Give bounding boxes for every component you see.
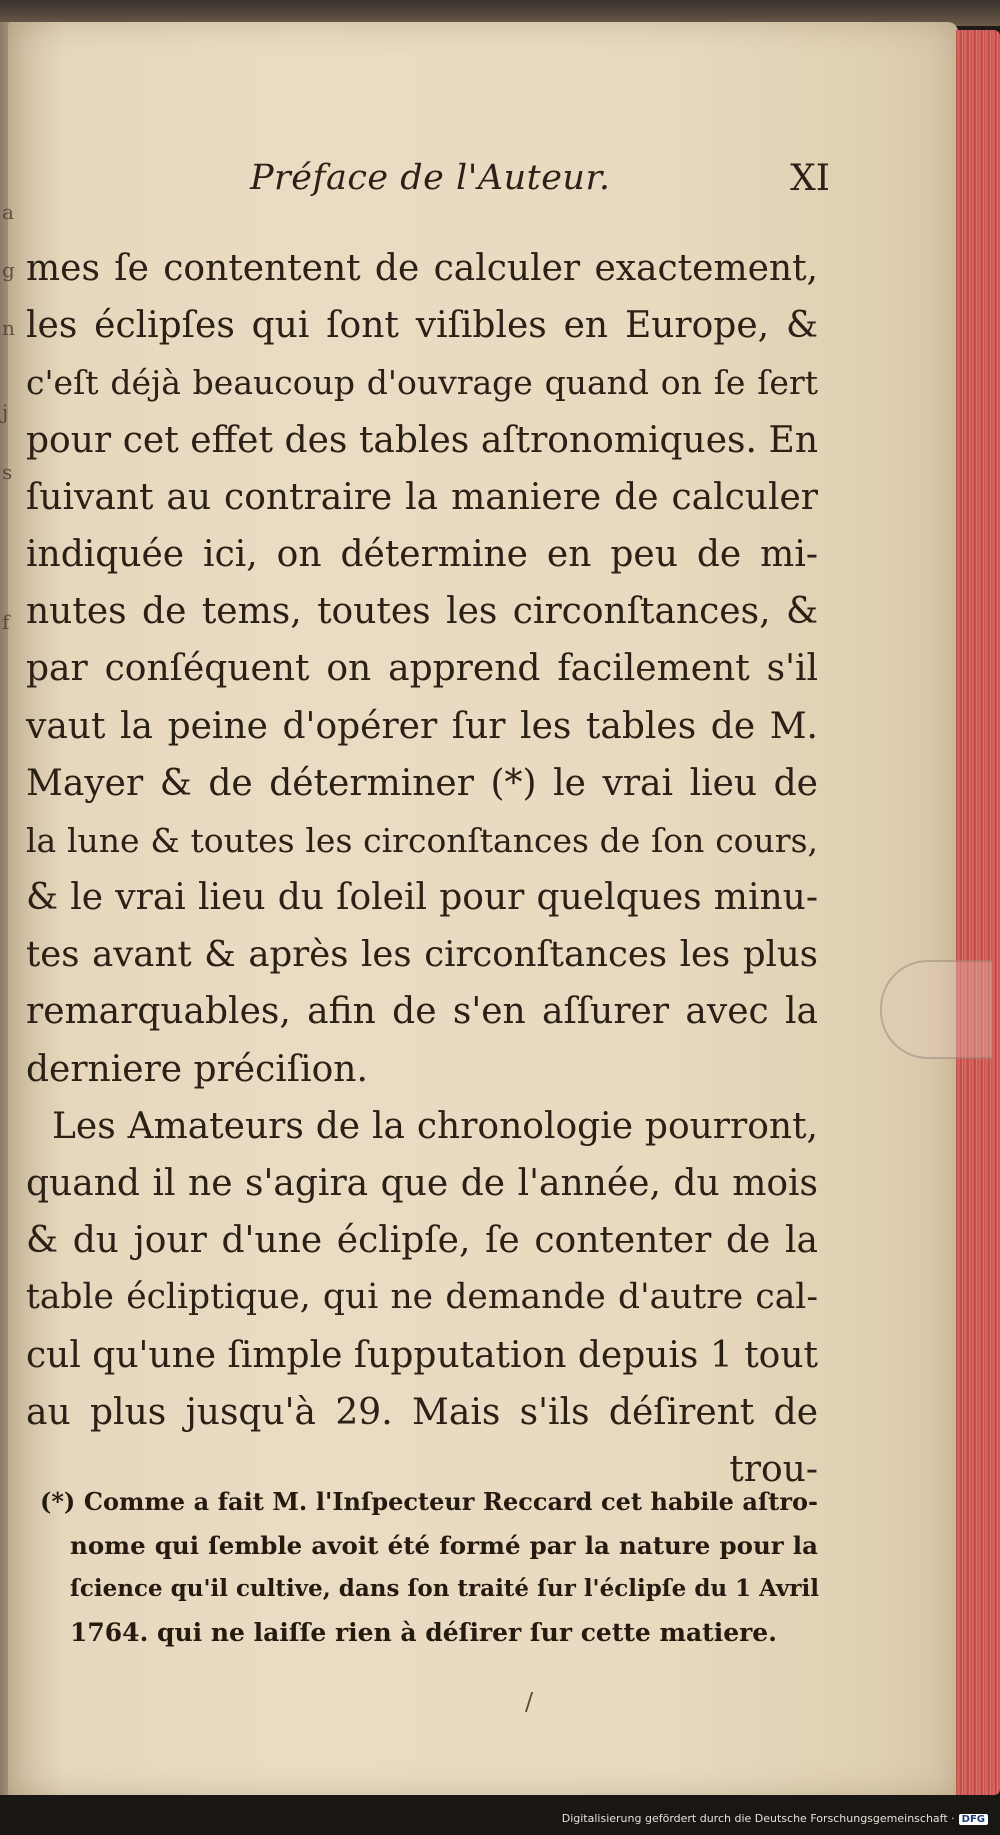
text-line: au plus jusqu'à 29. Mais s'ils déſirent de: [26, 1391, 818, 1433]
catchword: trou-: [729, 1448, 818, 1490]
text-line: Mayer & de déterminer (*) le vrai lieu de: [26, 762, 818, 804]
credit-text: Digitalisierung gefördert durch die Deutsche Forschungsgemeinschaft ·: [561, 1812, 955, 1825]
margin-mark: j: [2, 400, 9, 424]
margin-mark: s: [2, 460, 13, 484]
text-line: vaut la peine d'opérer ſur les tables de M.: [26, 705, 818, 747]
margin-mark: g: [2, 258, 15, 282]
text-line: derniere préciſion.: [26, 1048, 368, 1090]
stray-ink-mark: /: [525, 1688, 534, 1716]
text-line: remarquables, afin de s'en aſſurer avec la: [26, 991, 818, 1033]
text-line: nutes de tems, toutes les circonſtances, &: [26, 591, 818, 633]
text-line: la lune & toutes les circonſtances de ſon cours,: [26, 820, 818, 860]
dfg-logo-icon: DFG: [959, 1814, 988, 1825]
margin-mark: n: [2, 316, 15, 340]
page-number: XI: [790, 158, 830, 199]
text-line: ſuivant au contraire la maniere de calculer: [26, 476, 818, 518]
text-line: par conſéquent on apprend facilement s'il: [26, 648, 818, 690]
text-line: mes ſe contentent de calculer exactement,: [26, 248, 818, 289]
text-line: quand il ne s'agira que de l'année, du mois: [26, 1163, 818, 1204]
digitization-credit: [562, 1812, 988, 1825]
red-page-edges: [956, 30, 1000, 1795]
margin-mark: f: [2, 610, 10, 634]
running-title: Préface de l'Auteur.: [250, 158, 611, 198]
footnote-line: nome qui ſemble avoit été formé par la nature pour la: [70, 1530, 818, 1560]
footnote-line: (*) Comme a fait M. l'Inſpecteur Reccard cet habile aſtro-: [40, 1487, 818, 1516]
bookmark-tab: [880, 960, 992, 1059]
margin-mark: a: [2, 200, 14, 224]
page-header: [250, 158, 830, 208]
text-line: pour cet effet des tables aſtronomiques. En: [26, 419, 818, 461]
text-line: indiquée ici, on détermine en peu de mi-: [26, 533, 818, 575]
text-line: table écliptique, qui ne demande d'autre cal-: [26, 1277, 818, 1318]
footnote-line: 1764. qui ne laiſſe rien à déſirer ſur cette matiere.: [70, 1617, 777, 1647]
text-line: Les Amateurs de la chronologie pourront,: [52, 1105, 818, 1147]
text-line: tes avant & après les circonſtances les plus: [26, 934, 818, 976]
text-line: c'eſt déjà beaucoup d'ouvrage quand on ſe ſert: [26, 363, 818, 403]
footnote: [40, 1480, 818, 1654]
text-line: & du jour d'une éclipſe, ſe contenter de la: [26, 1220, 818, 1262]
text-line: les éclipſes qui ſont viſibles en Europe, &: [26, 305, 818, 347]
footnote-line: ſcience qu'il cultive, dans ſon traité ſur l'éclipſe du 1 Avril: [70, 1575, 820, 1602]
text-line: & le vrai lieu du ſoleil pour quelques minu-: [26, 877, 818, 919]
body-text: [26, 240, 818, 1498]
text-line: cul qu'une ſimple ſupputation depuis 1 tout: [26, 1334, 818, 1376]
